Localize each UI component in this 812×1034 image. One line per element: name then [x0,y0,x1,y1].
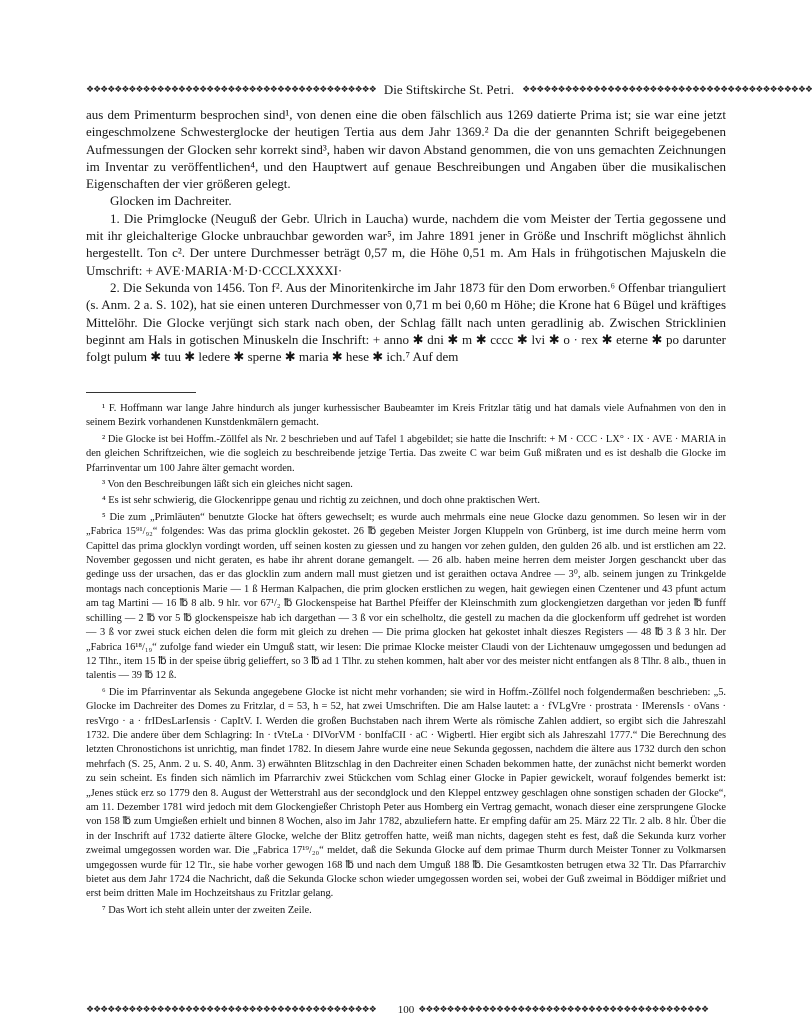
footnote-5: ⁵ Die zum „Primläuten“ benutzte Glocke hat öfters gewechselt; es wurde auch mehrmals eine neue Glocke dazu genommen. So lesen wir in der „Fabrica 15⁹¹/₉₂“ folgendes: Was das prima glocklin gekostet. 26 ℔ gegeben Meister Jorgen Kluppeln von Grünberg, ist ime durch meine herrn vom Capittel das prima glocklyn vordingt worden, uff seinen kosten zu giessen und zu hangen vor zehen gulden, den gulden 26 alb. und ist erstlichen am 22. November gegossen und nicht geraten, es habe ihr ahrent dorane gemangelt. — 26 alb. haben meine herren dem meister Jorgen geschanckt uber das gedinge uss der ursachen, das er das glocklin zum andern mall must gietzen und ist geraithen octava Andree — 3⁰, alb. seinem jungen zu Trinkgelde montags nach conceptionis Marie — 1 ß Herman Kalpachen, die prim glocken erstlichen zu wegen, hait gewiegen einen Czentener und 43 pfunt actum am tag Martini — 16 ℔ 8 alb. 9 hlr. vor 67¹/₂ ℔ Glockenspeise hat Barthel Pfeiffer der Kleinschmith zum glockengietzen dargethan vor jeden ℔ funff schilling — 2 ℔ vor 5 ℔ glockenspeisze hab ich dargethan — 3 ß vor ein schelholtz, die gestell zu machen da die glockenform uff gedrehet ist worden — 3 ß vor zwei stuck eichen delen die form mit gleich zu drehen — Die prima glocken hat gekostet inhalt dieszes Registers — 48 ℔ 3 ß 3 hlr. Der „Fabrica 16¹⁸/₁₉“ zufolge fand wieder ein Umguß statt, wir lesen: Die primae Klocke meister Claudi von der Lichtenauw umgegossen und bedungen ad 12 Tlhr., item 15 ℔ in der speise übrig gelieffert, so 3 ℔ ad 1 Tlhr. zu stehen kommen, halt aber vor des meister nicht entfangen als 8 Tlhr. 8 alb., thuen in talentis — 39 ℔ 12 ß. [86,511,726,682]
section-heading: Glocken im Dachreiter. [110,193,232,209]
footnote-1: ¹ F. Hoffmann war lange Jahre hindurch als junger kurhessischer Baubeamter im Kreis Fritzlar tätig und hat damals viele Aufnahmen von den in seinem Bezirk vorhandenen Kunstdenkmälern gemacht. [86,403,726,429]
paragraph-primglocke: 1. Die Primglocke (Neuguß der Gebr. Ulrich in Laucha) wurde, nachdem die vom Meister der Tertia gegossene und mit ihr gleichalterige Glocke unbrauchbar geworden war⁵, im Jahre 1891 jener in Größe und Inschrift möglichst ähnlich hergestellt. Ton c². Der untere Durchmesser beträgt 0,57 m, die Höhe 0,51 m. Am Hals in frühgotischen Majuskeln die Umschrift: + AVE·MARIA·M·D·CCCLXXXXI· [86,210,726,278]
footnote-divider [86,392,196,393]
footnote-7: ⁷ Das Wort ich steht allein unter der zweiten Zeile. [102,904,312,916]
footnote-2: ² Die Glocke ist bei Hoffm.-Zöllfel als Nr. 2 beschrieben und auf Tafel 1 abgebildet; sie hatte die Inschrift: + M · CCC · LX° · IX · AVE · MARIA in den gleichen Schriftzeichen, wie die sogleich zu beschreibende jetzige Tertia. Das zweite C war beim Guß mißraten und es ist deshalb die Glocke im Pfarrinventar um 100 Jahre älter gemacht worden. [86,433,726,474]
footnotes [86,402,726,920]
page-number: 100 [397,1004,415,1016]
footer-ornament-right: ❖❖❖❖❖❖❖❖❖❖❖❖❖❖❖❖❖❖❖❖❖❖❖❖❖❖❖❖❖❖❖❖❖❖❖❖❖❖❖❖❖ [418,1005,709,1015]
header-ornament-right: ❖❖❖❖❖❖❖❖❖❖❖❖❖❖❖❖❖❖❖❖❖❖❖❖❖❖❖❖❖❖❖❖❖❖❖❖❖❖❖❖❖ [522,85,812,95]
footnote-4: ⁴ Es ist sehr schwierig, die Glockenrippe genau und richtig zu zeichnen, und doch ohne praktischen Wert. [102,495,541,507]
footer-ornament-left: ❖❖❖❖❖❖❖❖❖❖❖❖❖❖❖❖❖❖❖❖❖❖❖❖❖❖❖❖❖❖❖❖❖❖❖❖❖❖❖❖❖ [86,1005,376,1015]
footnote-3: ³ Von den Beschreibungen läßt sich ein gleiches nicht sagen. [102,479,353,491]
running-title: Die Stiftskirche St. Petri. [383,82,515,97]
paragraph-intro: aus dem Primenturm besprochen sind¹, von denen eine die oben fälschlich aus 1269 datierte Prima ist; sie war eine jetzt eingeschmolzene Schwesterglocke der heutigen Tertia aus dem Jahr 1369.² Da die der genannten Schrift beigegebenen Aufmessungen der Glocken sehr korrekt sind³, haben wir davon Abstand genommen, die von uns gemachten Zeichnungen im Inventar zu veröffentlichen⁴, und den Hauptwert auf genaue Beschreibungen und Angaben über die musikalischen Eigenschaften der vier größeren gelegt. [86,107,726,192]
main-text [86,106,726,365]
page-footer [86,1004,726,1016]
paragraph-sekunda: 2. Die Sekunda von 1456. Ton f². Aus der Minoritenkirche im Jahr 1873 für den Dom erworben.⁶ Offenbar trianguliert (s. Anm. 2 a. S. 102), hat sie einen unteren Durchmesser von 0,71 m bei 0,60 m Höhe; die Krone hat 6 Bügel und kräftiges Mittelöhr. Die Glocke verjüngt sich stark nach oben, der Schlag fällt nach unten geradlinig ab. Zwischen Stricklinien beginnt am Hals in gotischen Minuskeln die Inschrift: + anno ✱ dni ✱ m ✱ cccc ✱ lvi ✱ o · rex ✱ eterne ✱ po darunter folgt pulum ✱ tuu ✱ ledere ✱ sperne ✱ maria ✱ hese ✱ ich.⁷ Auf dem [86,279,726,365]
header-ornament-left: ❖❖❖❖❖❖❖❖❖❖❖❖❖❖❖❖❖❖❖❖❖❖❖❖❖❖❖❖❖❖❖❖❖❖❖❖❖❖❖❖❖ [86,85,376,95]
running-header [86,82,812,98]
footnote-6: ⁶ Die im Pfarrinventar als Sekunda angegebene Glocke ist nicht mehr vorhanden; sie wird in Hoffm.-Zöllfel noch folgendermaßen beschrieben: „5. Glocke im Dachreiter des Domes zu Fritzlar, d = 53, h = 52, hat zwei Umschriften. Die am Halse lautet: a · fVLgVre · prostrata · IMerensIs · oVans · resVrgo · a · frIDesLarIensis · CapItV. I. Werden die großen Buchstaben nach ihrem Werte als römische Zahlen addiert, so ergibt sich die Jahreszahl 1732. Die andere über dem Schlagring: In · tVteLa · DIVorVM · bonIfaCII · aC · Wigbertl. Hier ergibt sich als Jahreszahl 1777.“ Die Berechnung des letzten Chronostichons ist unrichtig, man findet 1782. In diesem Jahre wurde eine neue Sekunda gegossen, nachdem die ältere aus 1732 durch den schon mehrfach (S. 25, Anm. 2 u. S. 40, Anm. 3) erwähnten Blitzschlag in den Dachreiter einen Schaden bekommen hatte, der zunächst nicht bemerkt worden zu sein scheint. Es finden sich nämlich im Pfarrarchiv zwei Stückchen vom Schlag einer Glocke in Papier gewickelt, worauf folgendes bemerkt ist: „Jenes stück erz so 1779 den 8. August der Wetterstrahl aus der secondglock und den Kleppel entzwey geschlagen ohne sonstigen schaden der Glocke“, am 11. Dezember 1781 wird jedoch mit dem Glockengießer Christoph Peter aus Homberg ein Vertrag gemacht, wonach dieser eine zersprungene Glocke von 158 ℔ zum Umgießen erhielt und binnen 8 Wochen, also im Jahr 1782, abzuliefern hatte. Er empfing dafür am 25. März 22 Tlr. 2 alb. 8 hlr. Über die in der Inschrift auf 1732 datierte ältere Glocke, welche der Blitz getroffen hatte, weiß man nichts, dagegen steht es fest, daß die Sekunda kurz vorher zweimal umgegossen worden war. Die „Fabrica 17¹⁹/₂₀“ meldet, daß die Sekunda Glocke auf dem primae Thurm durch Meister Tonner zu Volkmarsen umgegossen wurde für 12 Tlr., sie habe vorher gewogen 168 ℔ und nach dem Umguß 188 ℔. Die Gesamtkosten betrugen etwa 32 Tlr. Das Pfarrarchiv bietet aus dem Jahr 1724 die Nachricht, daß die Sekunda Glocke schon wieder umgegossen worden sei, wobei der Guß zweimal in Böddiger mißriet und erst beim dritten Male im Hochzeitshaus zu Fritzlar gelang. [86,686,726,900]
